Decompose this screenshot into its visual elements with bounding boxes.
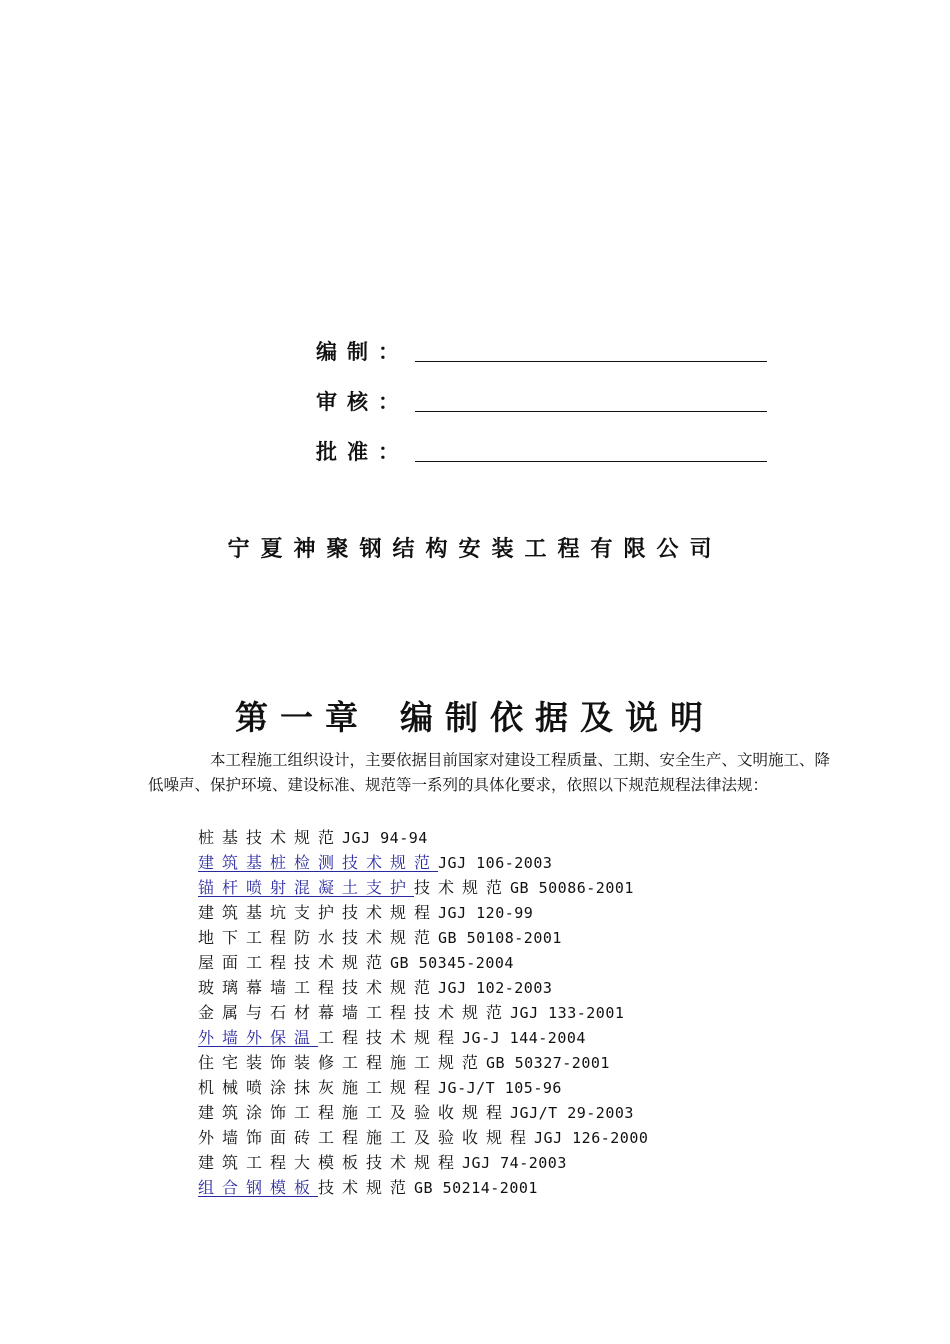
reference-title: 住宅装饰装修工程施工规范 bbox=[198, 1053, 487, 1072]
reference-code: JGJ 126-2000 bbox=[534, 1129, 649, 1147]
signature-line bbox=[415, 361, 767, 362]
company-name: 宁夏神聚钢结构安装工程有限公司 bbox=[227, 537, 723, 562]
reference-code: GB 50086-2001 bbox=[510, 879, 634, 897]
chapter-heading bbox=[0, 692, 950, 739]
chapter-title: 编制依据及说明 bbox=[400, 698, 715, 737]
reference-item bbox=[198, 925, 858, 950]
reference-title: 屋面工程技术规范 bbox=[198, 953, 391, 972]
reference-code: GB 50345-2004 bbox=[390, 954, 514, 972]
reference-item bbox=[198, 1075, 858, 1100]
signature-line bbox=[415, 411, 767, 412]
reference-code: JGJ 106-2003 bbox=[438, 854, 553, 872]
reference-link[interactable]: 锚杆喷射混凝土支护 bbox=[198, 878, 415, 897]
signoff-row-approver bbox=[316, 436, 776, 466]
reference-title: 外墙饰面砖工程施工及验收规程 bbox=[198, 1128, 535, 1147]
reference-code: JGJ 74-2003 bbox=[462, 1154, 567, 1172]
reference-code: GB 50108-2001 bbox=[438, 929, 562, 947]
reference-title: 建筑涂饰工程施工及验收规程 bbox=[198, 1103, 511, 1122]
signature-line bbox=[415, 461, 767, 462]
reference-title: 桩基技术规范 bbox=[198, 828, 343, 847]
reference-title: 机械喷涂抹灰施工规程 bbox=[198, 1078, 439, 1097]
reference-code: JG-J/T 105-96 bbox=[438, 1079, 562, 1097]
reference-code: GB 50327-2001 bbox=[486, 1054, 610, 1072]
reference-title: 技术规范 bbox=[414, 878, 511, 897]
reference-item bbox=[198, 1000, 858, 1025]
signoff-label: 批准： bbox=[316, 440, 409, 464]
reference-title: 地下工程防水技术规范 bbox=[198, 928, 439, 947]
reference-link[interactable]: 建筑基桩检测技术规范 bbox=[198, 853, 439, 872]
reference-title: 建筑基坑支护技术规程 bbox=[198, 903, 439, 922]
reference-item bbox=[198, 975, 858, 1000]
reference-code: JGJ/T 29-2003 bbox=[510, 1104, 634, 1122]
reference-item bbox=[198, 1125, 858, 1150]
signoff-row-reviewer bbox=[316, 386, 776, 416]
reference-item bbox=[198, 1050, 858, 1075]
reference-code: JGJ 133-2001 bbox=[510, 1004, 625, 1022]
intro-text: 本工程施工组织设计，主要依据目前国家对建设工程质量、工期、安全生产、文明施工、降低噪声、保护环境、建设标准、规范等一系列的具体化要求，依照以下规范规程法律法规： bbox=[148, 751, 831, 794]
reference-link[interactable]: 组合钢模板 bbox=[198, 1178, 319, 1197]
signoff-label: 审核： bbox=[316, 390, 409, 414]
reference-title: 建筑工程大模板技术规程 bbox=[198, 1153, 463, 1172]
reference-title: 金属与石材幕墙工程技术规范 bbox=[198, 1003, 511, 1022]
reference-title: 玻璃幕墙工程技术规范 bbox=[198, 978, 439, 997]
reference-item bbox=[198, 950, 858, 975]
reference-code: JGJ 102-2003 bbox=[438, 979, 553, 997]
reference-item bbox=[198, 900, 858, 925]
reference-title: 工程技术规程 bbox=[318, 1028, 463, 1047]
intro-paragraph bbox=[148, 748, 838, 798]
signoff-row-compiler bbox=[316, 336, 776, 366]
reference-item bbox=[198, 1150, 858, 1175]
reference-item bbox=[198, 875, 858, 900]
signoff-label: 编制： bbox=[316, 340, 409, 364]
reference-title: 技术规范 bbox=[318, 1178, 415, 1197]
reference-item bbox=[198, 1100, 858, 1125]
reference-code: GB 50214-2001 bbox=[414, 1179, 538, 1197]
reference-item bbox=[198, 850, 858, 875]
reference-code: JGJ 120-99 bbox=[438, 904, 534, 922]
reference-code: JG-J 144-2004 bbox=[462, 1029, 586, 1047]
chapter-number: 第一章 bbox=[235, 698, 370, 737]
reference-code: JGJ 94-94 bbox=[342, 829, 428, 847]
reference-item bbox=[198, 825, 858, 850]
reference-list bbox=[198, 825, 858, 1200]
reference-link[interactable]: 外墙外保温 bbox=[198, 1028, 319, 1047]
reference-item bbox=[198, 1025, 858, 1050]
reference-item bbox=[198, 1175, 858, 1200]
